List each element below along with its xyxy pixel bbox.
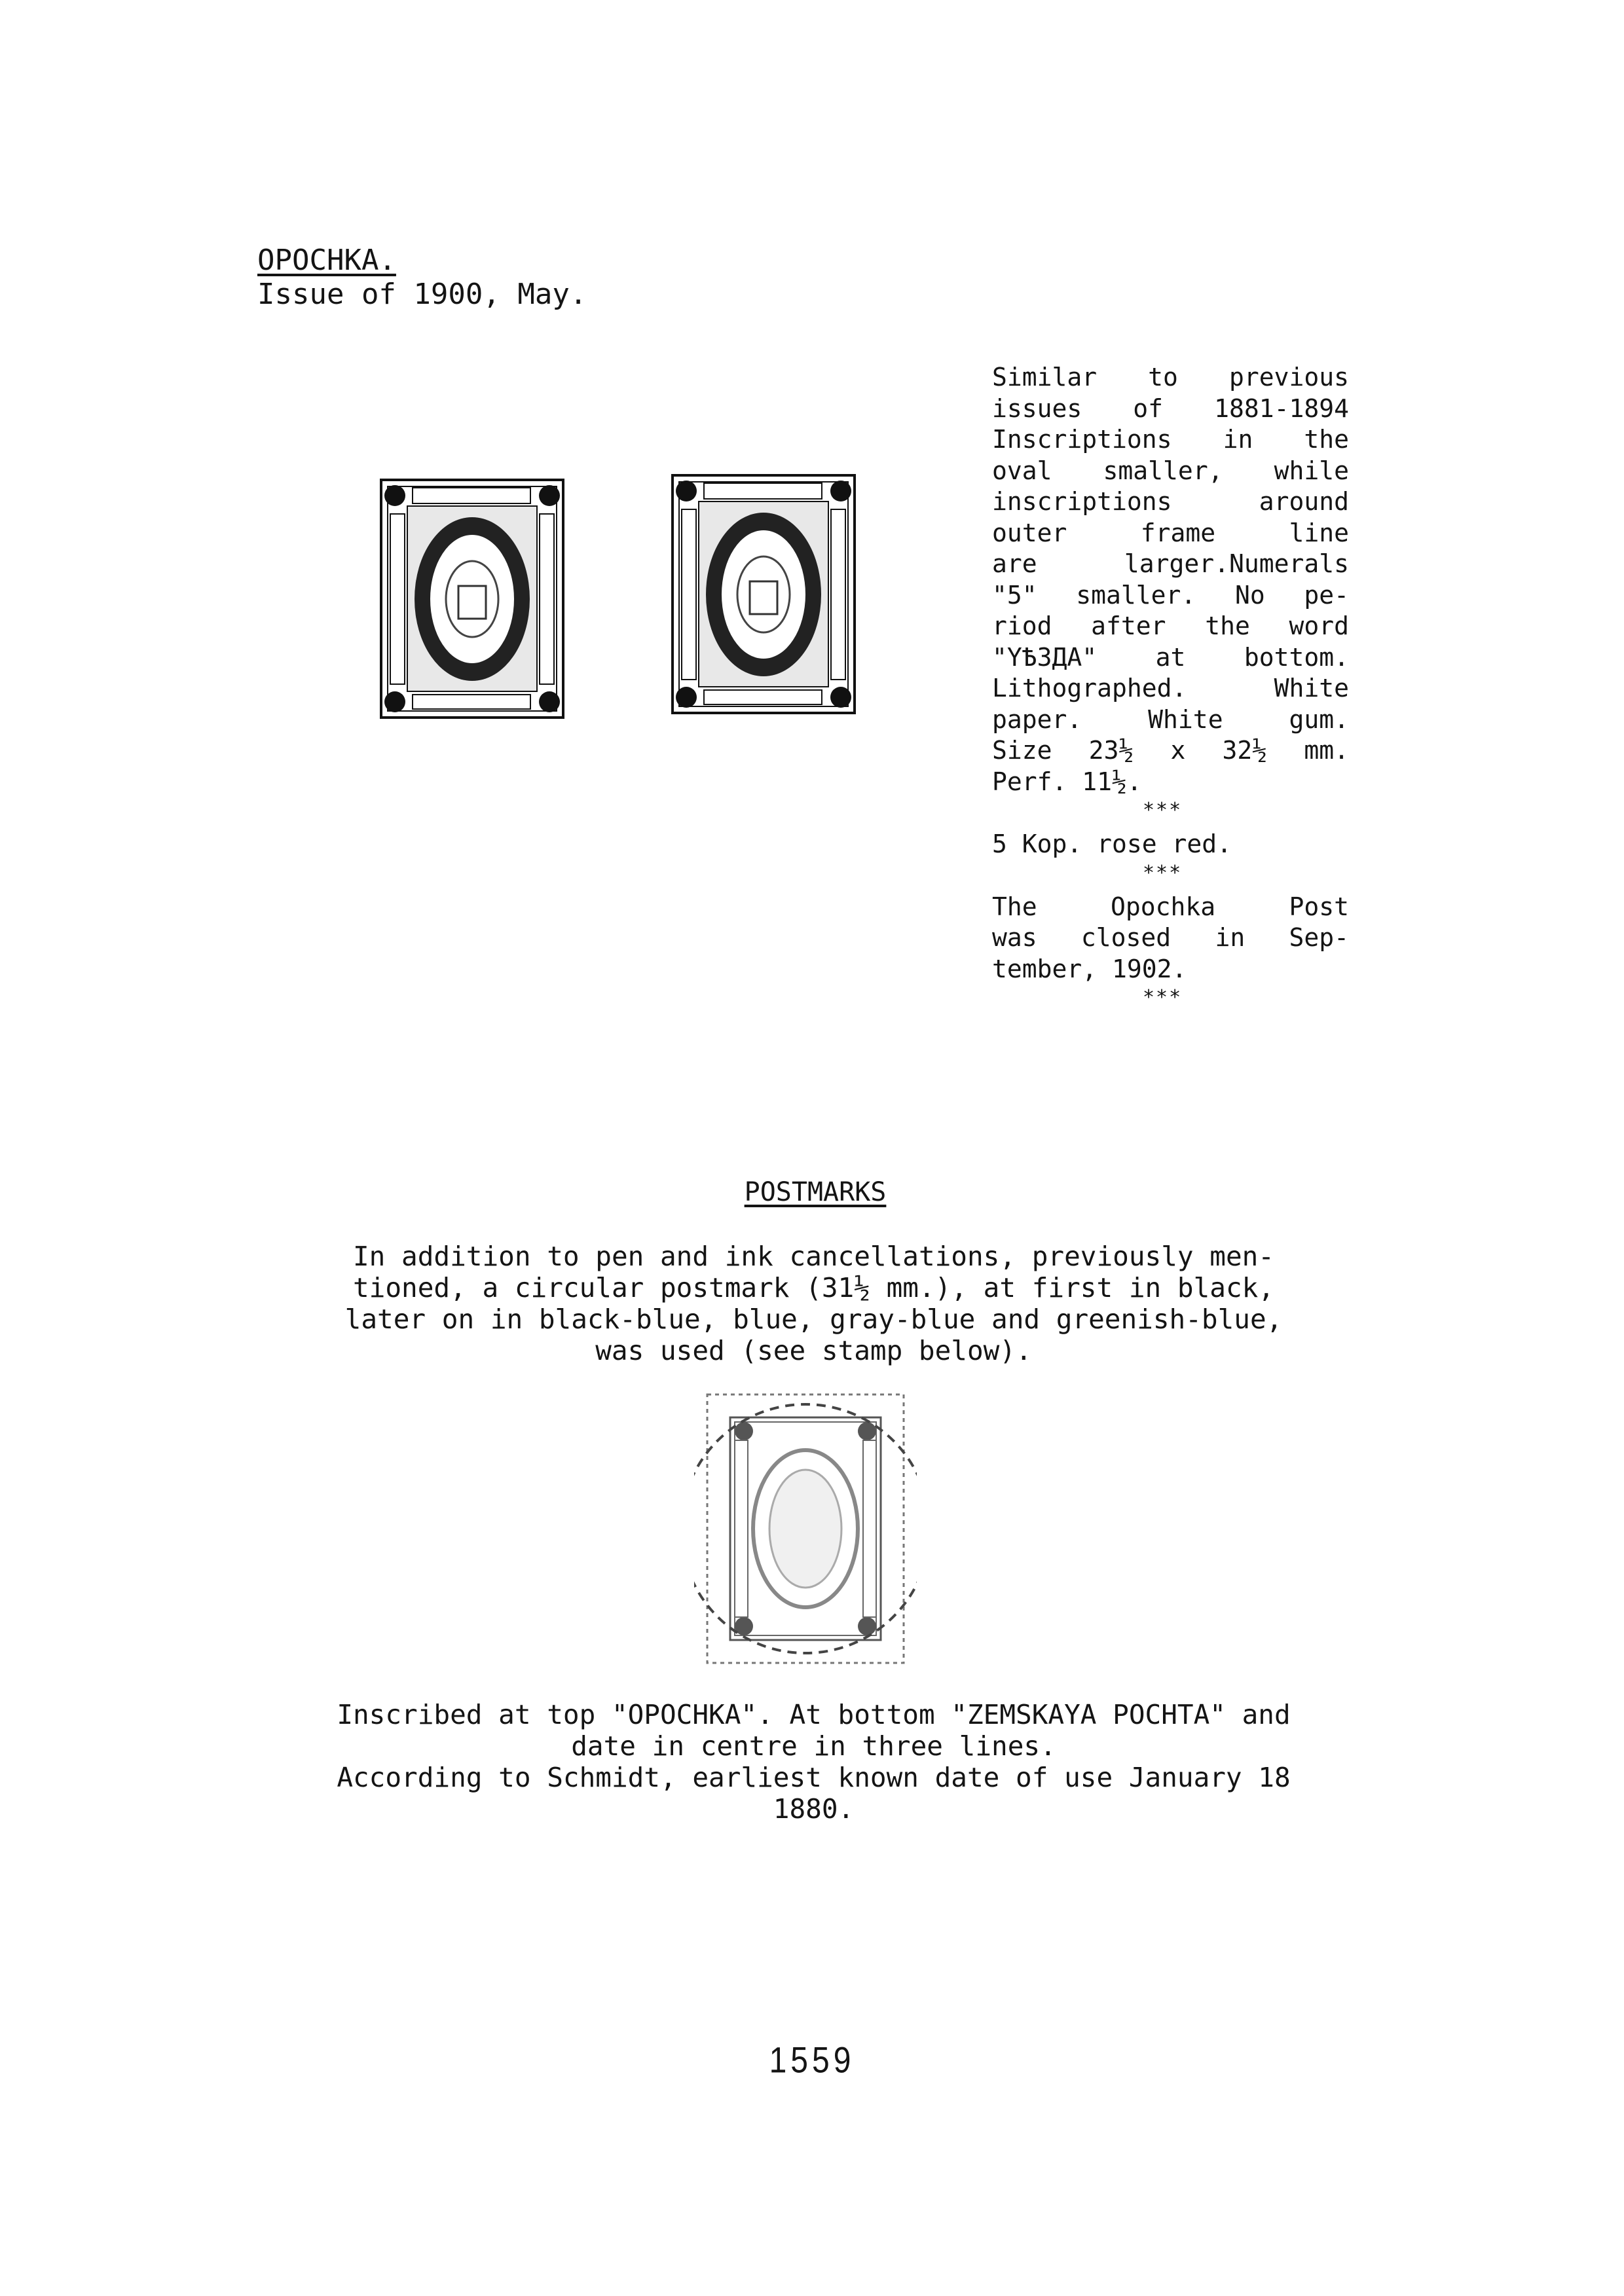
postmarks-paragraph (262, 1241, 1365, 1366)
closing-line: was closed in Sep- (992, 923, 1349, 952)
stamp-left-image (367, 468, 583, 730)
page-heading (257, 244, 587, 312)
stamp-right-image (658, 464, 874, 725)
paragraph-line: was used (see stamp below). (595, 1335, 1032, 1366)
page-title: OPOCHKA. (257, 244, 396, 277)
paragraph-line: tioned, a circular postmark (31½ mm.), at first in black, (353, 1272, 1274, 1303)
cancelled-stamp-image (694, 1381, 917, 1676)
description-line: riod after the word (992, 611, 1349, 640)
note-line: According to Schmidt, earliest known date of use January 18 (337, 1762, 1291, 1793)
description-line: Size 23½ x 32½ mm. (992, 736, 1349, 765)
separator-stars: *** (1143, 861, 1183, 884)
separator-stars: *** (1143, 986, 1183, 1009)
description-line: "5" smaller. No pe- (992, 580, 1349, 610)
description-line: paper. White gum. (992, 704, 1349, 734)
description-line: Perf. 11½. (992, 767, 1142, 796)
separator-stars: *** (1143, 799, 1183, 822)
postmarks-title: POSTMARKS (744, 1177, 887, 1207)
description-line: outer frame line (992, 518, 1349, 547)
description-line: oval smaller, while (992, 456, 1349, 485)
description-line: Lithographed. White (992, 674, 1349, 702)
closing-line: tember, 1902. (992, 954, 1187, 983)
issue-date: Issue of 1900, May. (257, 278, 587, 311)
stamp-value: 5 Kop. rose red. (992, 829, 1232, 858)
description-line: "YѢЗДА" at bottom. (992, 642, 1349, 672)
postmark-note (262, 1699, 1365, 1825)
paragraph-line: later on in black-blue, blue, gray-blue and greenish-blue, (344, 1303, 1283, 1335)
description-line: Similar to previous (992, 363, 1349, 392)
closing-line: The Opochka Post (992, 892, 1349, 921)
paragraph-line: In addition to pen and ink cancellations, previously men- (353, 1241, 1274, 1272)
note-line: date in centre in three lines. (571, 1730, 1056, 1762)
page-number: 1559 (769, 2041, 855, 2081)
description-line: inscriptions around (992, 487, 1349, 516)
note-line: Inscribed at top "OPOCHKA". At bottom "ZEMSKAYA POCHTA" and (337, 1699, 1291, 1730)
stamp-description (992, 362, 1349, 1011)
note-line: 1880. (773, 1793, 855, 1825)
description-line: are larger.Numerals (992, 549, 1349, 578)
description-line: Inscriptions in the (992, 425, 1349, 454)
description-line: issues of 1881-1894 (992, 393, 1349, 423)
